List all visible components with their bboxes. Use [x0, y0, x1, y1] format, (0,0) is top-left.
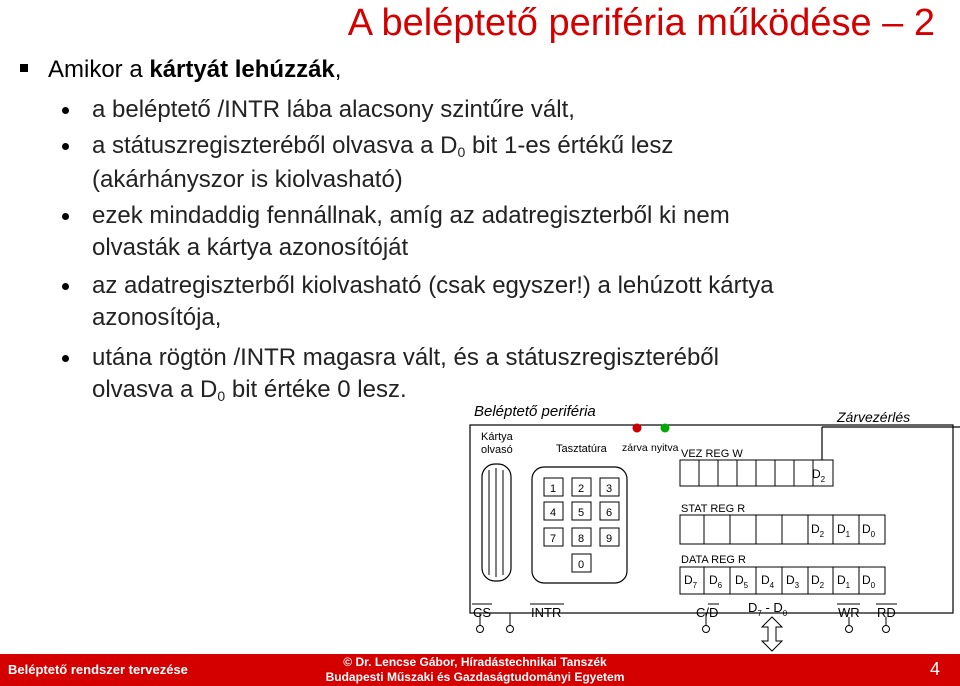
sub-bullet-text: a beléptető /INTR lába alacsony szintűre vált, — [92, 96, 575, 123]
bit-index: 0 — [870, 581, 876, 590]
pin-rd — [876, 604, 897, 633]
sub-bullet-text: utána rögtön /INTR magasra vált, és a státuszregiszteréből — [92, 344, 719, 371]
bit-letter: D — [862, 573, 871, 587]
led-closed-label: zárva — [622, 442, 648, 454]
keypad-key-label: 0 — [578, 559, 585, 571]
bidirectional-bus-arrow-icon — [762, 617, 782, 651]
pin-terminal-icon — [477, 626, 484, 633]
bit-letter: D — [812, 467, 821, 481]
card-reader-label: Kártya — [481, 431, 513, 443]
footer-course-title: Beléptető rendszer tervezése — [8, 662, 188, 677]
text-part: olvasva a D — [92, 376, 218, 403]
pin-label: C/D — [696, 605, 719, 620]
bit-letter: D — [709, 573, 718, 587]
text-part: a státuszregiszteréből olvasva a D — [92, 132, 458, 159]
bus-index: 7 — [757, 609, 762, 618]
pin-label — [748, 600, 788, 618]
bit-letter: D — [862, 522, 871, 536]
bus-letter: D — [748, 600, 758, 615]
pin-terminal-icon — [883, 626, 890, 633]
bit-index: 5 — [743, 581, 749, 590]
pin-data-bus — [748, 600, 788, 651]
vez-reg-label: VEZ REG W — [681, 448, 743, 460]
card-reader-slot-icon — [482, 464, 511, 581]
keypad-key-label: 7 — [550, 533, 557, 545]
pin-wr — [837, 604, 860, 633]
bit-index: 2 — [819, 581, 825, 590]
sub-bullet-text: ezek mindaddig fennállnak, amíg az adatregiszterből ki nem — [92, 202, 730, 229]
subscript: 0 — [457, 144, 466, 160]
bit-index: 4 — [769, 581, 775, 590]
data-reg-label: DATA REG R — [681, 554, 746, 566]
sub-bullet-text-line2: (akárhányszor is kiolvasható) — [92, 166, 403, 193]
bus-index: 0 — [782, 609, 788, 618]
pin-terminal-icon — [846, 626, 853, 633]
bus-letter: - D — [761, 600, 783, 615]
bit-letter: D — [837, 573, 846, 587]
bit-letter: D — [761, 573, 770, 587]
pin-label: WR — [838, 605, 860, 620]
bit-index: 3 — [794, 581, 800, 590]
pin-label: INTR — [531, 605, 562, 620]
main-bullet-post: , — [334, 56, 342, 83]
lock-control-label: Zárvezérlés — [837, 409, 911, 425]
bit-index: 0 — [870, 530, 876, 539]
page-number: 4 — [930, 659, 941, 679]
footer-credits — [310, 655, 640, 685]
bit-letter: D — [786, 573, 795, 587]
footer-bar — [0, 654, 960, 686]
keypad-key-label: 5 — [578, 507, 585, 519]
keypad-key-label: 3 — [606, 483, 613, 495]
led-open-icon — [661, 424, 670, 433]
led-closed-icon — [633, 424, 642, 433]
pin-terminal-icon — [703, 626, 710, 633]
footer-author: © Dr. Lencse Gábor, Híradástechnikai Tanszék — [343, 655, 607, 669]
subscript: 0 — [217, 388, 226, 404]
keypad-key-label: 1 — [550, 483, 557, 495]
keypad-key-label: 2 — [578, 483, 585, 495]
bit-index: 2 — [819, 530, 825, 539]
led-open-label: nyitva — [651, 442, 679, 454]
bit-letter: D — [837, 522, 846, 536]
card-reader-label: olvasó — [481, 444, 513, 456]
sub-bullet-text: az adatregiszterből kiolvasható (csak egyszer!) a lehúzott kártya — [92, 272, 774, 299]
main-bullet-bold: kártyát lehúzzák — [149, 56, 335, 83]
main-bullet-pre: Amikor a — [48, 56, 150, 83]
data-register — [680, 567, 885, 594]
bit-index: 1 — [845, 530, 851, 539]
keypad-key-label: 6 — [606, 507, 613, 519]
bit-index: 6 — [717, 581, 723, 590]
vez-register — [680, 460, 833, 486]
bit-index: 1 — [845, 581, 851, 590]
bit-index: 7 — [692, 581, 698, 590]
pin-cd — [696, 604, 719, 633]
keypad-key-label: 4 — [550, 507, 557, 519]
pin-cs — [472, 604, 492, 633]
bit-letter: D — [811, 573, 820, 587]
slide-title: A beléptető periféria működése – 2 — [347, 2, 935, 44]
keypad-key-label: 8 — [578, 533, 585, 545]
bit-letter: D — [811, 522, 820, 536]
stat-register — [680, 515, 885, 544]
text-part: bit értéke 0 lesz. — [225, 376, 407, 403]
pin-label: RD — [877, 605, 896, 620]
stat-reg-label: STAT REG R — [681, 503, 746, 515]
keypad-key-label: 9 — [606, 533, 613, 545]
pin-terminal-icon — [507, 626, 514, 633]
footer-university: Budapesti Műszaki és Gazdaságtudományi Egyetem — [325, 670, 625, 684]
bit-letter: D — [684, 573, 693, 587]
bit-letter: D — [735, 573, 744, 587]
keypad-label: Tasztatúra — [556, 443, 607, 455]
bit-index: 2 — [820, 475, 826, 484]
sub-bullet-text-line2: azonosítója, — [92, 304, 222, 331]
panel-title: Beléptető periféria — [474, 403, 596, 420]
pin-label: CS — [473, 605, 492, 620]
sub-bullet-text-line2: olvasták a kártya azonosítóját — [92, 234, 409, 261]
text-part: bit 1-es értékű lesz — [465, 132, 674, 159]
